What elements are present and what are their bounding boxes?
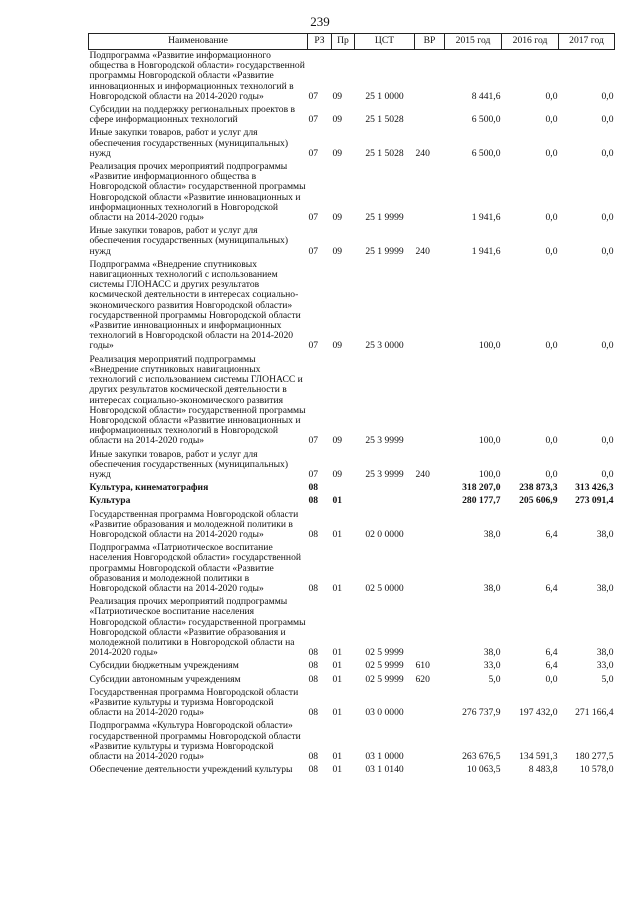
cell-name: Иные закупки товаров, работ и услуг для обеспечения государственных (муниципальных) нужд xyxy=(89,225,289,257)
cell-cst: 02 5 0000 xyxy=(365,582,404,594)
cell-name: Государственная программа Новгородской области «Развитие культуры и туризма Новгородской области на 2014-2020 годы» xyxy=(89,686,299,719)
cell-pr: 09 xyxy=(332,340,343,352)
cell-y2017: 5,0 xyxy=(601,673,614,685)
cell-cst: 02 0 0000 xyxy=(365,528,404,540)
cell-y2016: 134 591,3 xyxy=(519,751,558,762)
table-row xyxy=(89,495,615,508)
cell-cst: 02 5 9999 xyxy=(365,673,404,685)
cell-name: Государственная программа Новгородской области «Развитие образования и молодежной политики в Новгородской области на 2014-2020 годы» xyxy=(89,508,299,540)
table-row xyxy=(89,482,615,495)
cell-pr: 09 xyxy=(332,212,343,224)
cell-cst: 25 1 5028 xyxy=(365,147,404,159)
cell-rz: 08 xyxy=(308,707,319,719)
cell-y2017: 313 426,3 xyxy=(575,482,614,494)
table-row xyxy=(89,104,615,127)
table-row xyxy=(89,259,615,354)
cell-vr: 240 xyxy=(415,468,430,480)
cell-cst: 02 5 9999 xyxy=(365,660,404,672)
cell-cst: 02 5 9999 xyxy=(365,647,404,659)
cell-y2016: 205 606,9 xyxy=(519,495,558,507)
table-row xyxy=(89,50,615,105)
cell-y2016: 0,0 xyxy=(545,114,558,126)
cell-pr: 09 xyxy=(332,245,343,257)
cell-vr xyxy=(415,482,445,495)
cell-y2015: 6 500,0 xyxy=(471,147,501,159)
cell-vr xyxy=(415,687,445,721)
cell-pr: 09 xyxy=(332,90,343,102)
cell-y2016: 6,4 xyxy=(545,528,558,540)
cell-y2015: 280 177,7 xyxy=(462,495,501,507)
cell-y2015: 5,0 xyxy=(488,673,501,685)
cell-cst: 25 1 9999 xyxy=(365,212,404,224)
cell-y2016: 0,0 xyxy=(545,245,558,257)
cell-rz: 07 xyxy=(308,212,319,224)
cell-rz: 07 xyxy=(308,114,319,126)
cell-y2016: 0,0 xyxy=(545,212,558,224)
cell-vr xyxy=(415,764,445,777)
cell-rz: 07 xyxy=(308,90,319,102)
page-number: 239 xyxy=(310,14,330,29)
header-vr: ВР xyxy=(415,34,445,50)
cell-y2017: 0,0 xyxy=(601,90,614,102)
table-row xyxy=(89,354,615,449)
table-row xyxy=(89,720,615,764)
cell-cst: 25 1 5028 xyxy=(365,114,404,126)
cell-y2015: 276 737,9 xyxy=(462,707,501,719)
cell-rz: 08 xyxy=(308,751,319,762)
cell-pr: 09 xyxy=(332,114,343,126)
table-row xyxy=(89,509,615,543)
cell-vr: 240 xyxy=(415,245,430,257)
cell-y2017: 180 277,5 xyxy=(575,751,614,762)
cell-y2015: 263 676,5 xyxy=(462,751,501,762)
cell-y2015: 33,0 xyxy=(483,660,501,672)
cell-pr: 01 xyxy=(332,582,343,594)
table-row xyxy=(89,687,615,721)
cell-y2017: 38,0 xyxy=(596,528,614,540)
cell-rz: 08 xyxy=(308,764,319,776)
cell-y2015: 100,0 xyxy=(478,468,501,480)
cell-cst: 25 1 9999 xyxy=(365,245,404,257)
cell-name: Подпрограмма «Патриотическое воспитание населения Новгородской области» государственной программы Новгородской области «Развитие образования и молодежной политики в Новгородской области на 2014-2020 годы» xyxy=(89,542,301,594)
cell-pr: 01 xyxy=(332,495,343,507)
header-pr: Пр xyxy=(332,34,355,50)
header-2016: 2016 год xyxy=(502,34,559,50)
cell-y2016: 0,0 xyxy=(545,468,558,480)
cell-pr: 01 xyxy=(332,751,343,762)
cell-y2015: 38,0 xyxy=(483,647,501,659)
cell-pr: 01 xyxy=(332,660,343,672)
cell-vr: 610 xyxy=(415,660,430,672)
cell-cst: 25 1 0000 xyxy=(365,90,404,102)
cell-vr xyxy=(415,259,445,354)
cell-cst xyxy=(355,482,415,495)
cell-y2015: 8 441,6 xyxy=(471,90,501,102)
header-2015: 2015 год xyxy=(445,34,502,50)
cell-vr xyxy=(415,495,445,508)
table-row xyxy=(89,660,615,673)
cell-y2016: 8 483,8 xyxy=(528,764,558,776)
cell-y2016: 6,4 xyxy=(545,647,558,659)
cell-name: Иные закупки товаров, работ и услуг для обеспечения государственных (муниципальных) нужд xyxy=(89,448,289,480)
cell-y2016: 0,0 xyxy=(545,340,558,352)
cell-vr: 240 xyxy=(415,147,430,159)
cell-y2017: 0,0 xyxy=(601,147,614,159)
cell-vr: 620 xyxy=(415,673,430,685)
cell-cst: 25 3 0000 xyxy=(365,340,404,352)
cell-name: Субсидии на поддержку региональных проектов в сфере информационных технологий xyxy=(89,104,296,126)
cell-name: Реализация прочих мероприятий подпрограммы «Патриотическое воспитание населения Новгородской области» государственной программы Новгородской области «Развитие образования и молодежной политики в Новгородской области на 2014-2020 годы» xyxy=(89,596,306,659)
table-row xyxy=(89,225,615,259)
cell-y2017: 273 091,4 xyxy=(575,495,614,507)
cell-name: Реализация мероприятий подпрограммы «Внедрение спутниковых навигационных технологий с использованием системы ГЛОНАСС и других результатов космической деятельности в интересах социально-экономического развития Новгородской области» государственной программы Новгородской области «Развитие инновационных и информационных технологий в Новгородской области на 2014-2020 годы» xyxy=(89,353,306,447)
cell-name: Подпрограмма «Развитие информационного общества в Новгородской области» государственной программы Новгородской области «Развитие инновационных и информационных технологий в Новгородской области на 2014-2020 годы» xyxy=(89,50,305,102)
cell-y2016: 197 432,0 xyxy=(519,707,558,719)
cell-cst: 25 3 9999 xyxy=(365,468,404,480)
cell-pr: 01 xyxy=(332,647,343,659)
cell-pr xyxy=(332,482,355,495)
cell-y2015: 10 063,5 xyxy=(466,764,501,776)
table-row xyxy=(89,542,615,596)
cell-rz: 07 xyxy=(308,468,319,480)
cell-vr xyxy=(415,720,445,764)
table-body xyxy=(89,50,615,778)
cell-y2017: 0,0 xyxy=(601,212,614,224)
cell-y2015: 38,0 xyxy=(483,582,501,594)
cell-y2015: 100,0 xyxy=(478,340,501,352)
cell-y2017: 10 578,0 xyxy=(579,764,614,776)
cell-vr xyxy=(415,104,445,127)
table-row xyxy=(89,764,615,777)
cell-y2015: 6 500,0 xyxy=(471,114,501,126)
cell-y2016: 0,0 xyxy=(545,435,558,447)
cell-y2015: 1 941,6 xyxy=(471,212,501,224)
cell-y2015: 100,0 xyxy=(478,435,501,447)
cell-rz: 08 xyxy=(308,647,319,659)
budget-table xyxy=(88,33,615,777)
cell-rz: 07 xyxy=(308,245,319,257)
cell-y2016: 6,4 xyxy=(545,660,558,672)
table-row xyxy=(89,161,615,225)
cell-cst xyxy=(355,495,415,508)
cell-name: Субсидии автономным учреждениям xyxy=(89,673,241,685)
cell-rz: 07 xyxy=(308,147,319,159)
cell-rz: 08 xyxy=(308,673,319,685)
cell-pr: 01 xyxy=(332,673,343,685)
cell-y2017: 0,0 xyxy=(601,340,614,352)
header-2017: 2017 год xyxy=(559,34,615,50)
cell-pr: 01 xyxy=(332,764,343,776)
table-row xyxy=(89,674,615,687)
cell-rz: 08 xyxy=(308,528,319,540)
cell-y2016: 0,0 xyxy=(545,147,558,159)
cell-cst: 25 3 9999 xyxy=(365,435,404,447)
cell-y2017: 0,0 xyxy=(601,435,614,447)
cell-rz: 08 xyxy=(308,482,319,494)
cell-y2017: 0,0 xyxy=(601,245,614,257)
cell-pr: 09 xyxy=(332,147,343,159)
cell-pr: 09 xyxy=(332,435,343,447)
cell-y2017: 38,0 xyxy=(596,582,614,594)
cell-y2017: 271 166,4 xyxy=(575,707,614,719)
cell-y2017: 33,0 xyxy=(596,660,614,672)
cell-rz: 07 xyxy=(308,435,319,447)
cell-name: Субсидии бюджетным учреждениям xyxy=(89,660,239,672)
table-row xyxy=(89,596,615,660)
cell-y2016: 0,0 xyxy=(545,90,558,102)
table-row xyxy=(89,449,615,483)
cell-y2017: 0,0 xyxy=(601,114,614,126)
cell-name: Обеспечение деятельности учреждений культуры xyxy=(89,764,293,776)
cell-vr xyxy=(415,542,445,596)
cell-y2017: 0,0 xyxy=(601,468,614,480)
cell-name: Культура xyxy=(89,495,131,507)
header-cst: ЦСТ xyxy=(355,34,415,50)
cell-y2017: 38,0 xyxy=(596,647,614,659)
cell-name: Подпрограмма «Внедрение спутниковых навигационных технологий с использованием системы ГЛОНАСС и других результатов космической деятельности в интересах социально-экономического развития Новгородской области» государственной программы Новгородской области «Развитие инновационных и информационных технологий в Новгородской области на 2014-2020 годы» xyxy=(89,258,301,352)
cell-pr: 01 xyxy=(332,528,343,540)
cell-y2016: 0,0 xyxy=(545,673,558,685)
cell-rz: 08 xyxy=(308,495,319,507)
cell-vr xyxy=(415,50,445,105)
cell-y2016: 238 873,3 xyxy=(519,482,558,494)
cell-vr xyxy=(415,509,445,543)
cell-vr xyxy=(415,596,445,660)
table-row xyxy=(89,127,615,161)
cell-rz: 07 xyxy=(308,340,319,352)
cell-name: Подпрограмма «Культура Новгородской области» государственной программы Новгородской области «Развитие культуры и туризма Новгородской области на 2014-2020 годы» xyxy=(89,720,301,762)
cell-name: Иные закупки товаров, работ и услуг для обеспечения государственных (муниципальных) нужд xyxy=(89,127,289,159)
cell-pr: 09 xyxy=(332,468,343,480)
header-rz: РЗ xyxy=(308,34,332,50)
cell-pr: 01 xyxy=(332,707,343,719)
cell-y2015: 318 207,0 xyxy=(462,482,501,494)
cell-y2016: 6,4 xyxy=(545,582,558,594)
cell-rz: 08 xyxy=(308,582,319,594)
cell-vr xyxy=(415,161,445,225)
table-header-row xyxy=(89,34,615,50)
cell-cst: 03 0 0000 xyxy=(365,707,404,719)
cell-name: Культура, кинематография xyxy=(89,482,209,494)
cell-cst: 03 1 0140 xyxy=(365,764,404,776)
cell-cst: 03 1 0000 xyxy=(365,751,404,762)
cell-vr xyxy=(415,354,445,449)
header-name: Наименование xyxy=(89,34,308,50)
cell-y2015: 38,0 xyxy=(483,528,501,540)
cell-rz: 08 xyxy=(308,660,319,672)
cell-name: Реализация прочих мероприятий подпрограммы «Развитие информационного общества в Новгородской области» государственной программы Новгородской области «Развитие инновационных и информационных технологий в Новгородской области на 2014-2020 годы» xyxy=(89,161,306,224)
cell-y2015: 1 941,6 xyxy=(471,245,501,257)
